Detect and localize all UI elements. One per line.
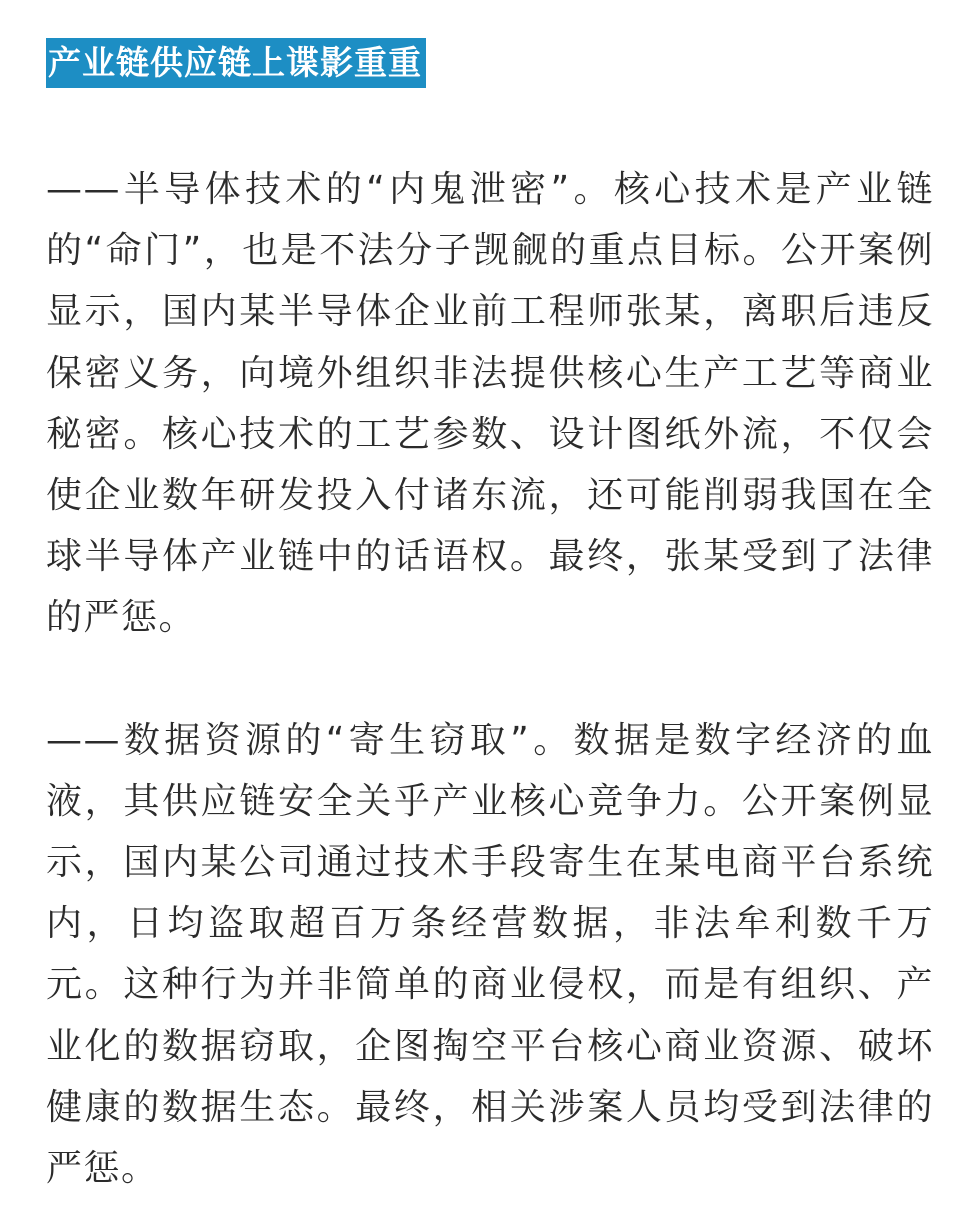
paragraph-data-theft: ——数据资源的“寄生窃取”。数据是数字经济的血液，其供应链安全关乎产业核心竞争力。公开案例显示，国内某公司通过技术手段寄生在某电商平台系统内，日均盗取超百万条经营数据，非法牟利数千万元。这种行为并非简单的商业侵权，而是有组织、产业化的数据窃取，企图掏空平台核心商业资源、破坏健康的数据生态。最终，相关涉案人员均受到法律的严惩。 xyxy=(46,719,934,1190)
article xyxy=(46,38,934,1199)
section-title: 产业链供应链上谍影重重 xyxy=(46,38,426,88)
paragraph-semiconductor-leak: ——半导体技术的“内鬼泄密”。核心技术是产业链的“命门”，也是不法分子觊觎的重点目标。公开案例显示，国内某半导体企业前工程师张某，离职后违反保密义务，向境外组织非法提供核心生产工艺等商业秘密。核心技术的工艺参数、设计图纸外流，不仅会使企业数年研发投入付诸东流，还可能削弱我国在全球半导体产业链中的话语权。最终，张某受到了法律的严惩。 xyxy=(46,169,934,639)
